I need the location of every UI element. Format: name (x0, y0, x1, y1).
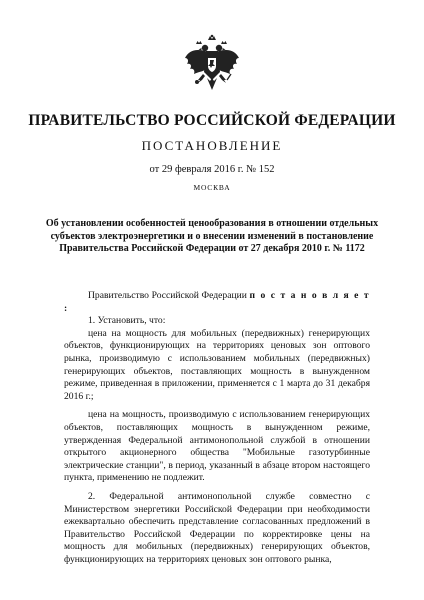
decree-date-number: от 29 февраля 2016 г. № 152 (149, 164, 275, 175)
russian-coat-of-arms-icon (181, 34, 243, 96)
paragraph-1-a: цена на мощность для мобильных (передвижных) генерирующих объектов, функционирующих на территориях ценовых зон оптового рынка, производимую с использованием мобильных (передвижных) генерирующих объектов, поставляющих мощность в вынужденном режиме, приведенная в приложении, применяется с 1 марта до 31 декабря 2016 г.; (64, 327, 370, 402)
intro-verb: п о с т а н о в л я е т : (64, 290, 370, 314)
decree-body (64, 290, 370, 566)
document-type: ПОСТАНОВЛЕНИЕ (141, 138, 283, 153)
intro-lead: Правительство Российской Федерации (88, 290, 250, 301)
intro-paragraph (64, 290, 370, 315)
issuing-city: МОСКВА (193, 183, 231, 192)
paragraph-2: 2. Федеральной антимонопольной службе совместно с Министерством энергетики Российской Федерации при необходимости ежеквартально обеспечить представление согласованных предложений в Правительство Российской Федерации по корректировке цены на мощность для мобильных (передвижных) генерирующих объектов, функционирующих на территориях ценовых зон оптового рынка, (64, 490, 370, 565)
government-name: ПРАВИТЕЛЬСТВО РОССИЙСКОЙ ФЕДЕРАЦИИ (28, 112, 396, 129)
paragraph-1-b: цена на мощность, производимую с использованием генерирующих объектов, поставляющих мощность в вынужденном режиме, утвержденная Федеральной антимонопольной службой в отношении открытого акционерного общества "Мобильные газотурбинные электрические станции", в период, указанный в абзаце втором настоящего пункта, применению не подлежит. (64, 409, 370, 484)
paragraph-1: 1. Установить, что: (88, 315, 166, 327)
decree-title: Об установлении особенностей ценообразования в отношении отдельных субъектов электроэнергетики и о внесении изменений в постановление Правительства Российской Федерации от 27 декабря 2010 г. № 1172 (45, 218, 379, 254)
